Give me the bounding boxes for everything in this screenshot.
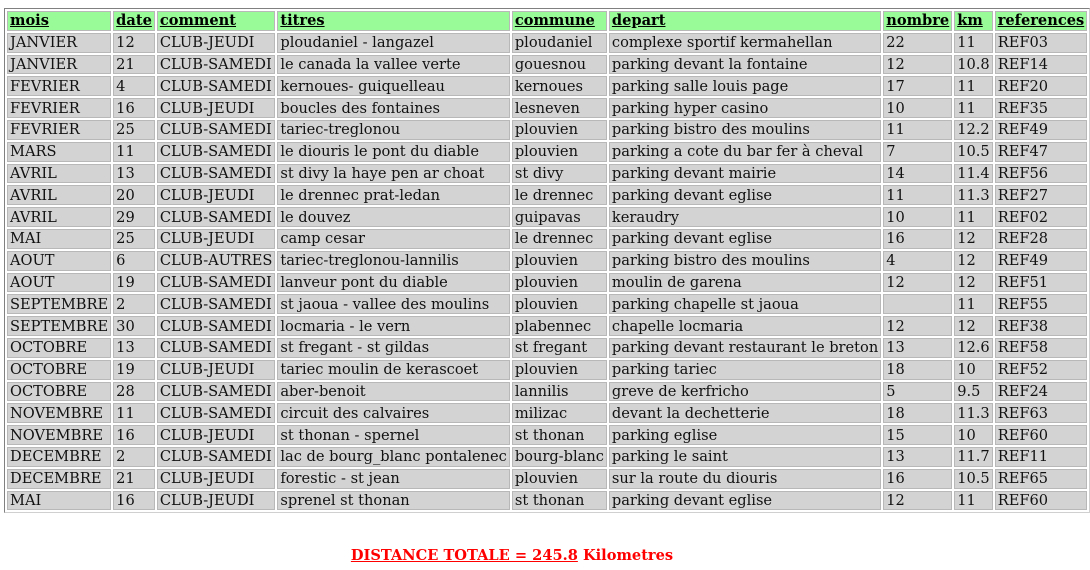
table-header-row — [7, 11, 1087, 31]
cell-depart: parking devant eglise — [609, 185, 881, 205]
cell-date: 6 — [113, 251, 155, 271]
cell-references: REF60 — [995, 425, 1088, 445]
cell-date: 4 — [113, 76, 155, 96]
cell-titres: circuit des calvaires — [277, 403, 509, 423]
column-header-commune[interactable]: commune — [512, 11, 607, 31]
cell-depart: greve de kerfricho — [609, 382, 881, 402]
cell-comment: CLUB-SAMEDI — [157, 55, 276, 75]
cell-comment: CLUB-JEUDI — [157, 229, 276, 249]
cell-depart: complexe sportif kermahellan — [609, 33, 881, 53]
cell-km: 10 — [954, 425, 993, 445]
cell-mois: AVRIL — [7, 164, 111, 184]
cell-km: 10.8 — [954, 55, 993, 75]
cell-comment: CLUB-SAMEDI — [157, 207, 276, 227]
cell-mois: NOVEMBRE — [7, 425, 111, 445]
cell-km: 11 — [954, 294, 993, 314]
cell-nombre: 13 — [883, 338, 952, 358]
cell-references: REF63 — [995, 403, 1088, 423]
cell-references: REF51 — [995, 273, 1088, 293]
table-row — [7, 76, 1087, 96]
column-header-references[interactable]: references — [995, 11, 1088, 31]
cell-titres: tariec moulin de kerascoet — [277, 360, 509, 380]
table-row — [7, 273, 1087, 293]
cell-mois: OCTOBRE — [7, 360, 111, 380]
cell-nombre: 22 — [883, 33, 952, 53]
cell-depart: parking a cote du bar fer à cheval — [609, 142, 881, 162]
cell-commune: le drennec — [512, 185, 607, 205]
cell-mois: MAI — [7, 229, 111, 249]
cell-depart: parking devant la fontaine — [609, 55, 881, 75]
cell-references: REF02 — [995, 207, 1088, 227]
cell-date: 20 — [113, 185, 155, 205]
cell-comment: CLUB-SAMEDI — [157, 142, 276, 162]
cell-comment: CLUB-JEUDI — [157, 425, 276, 445]
cell-nombre: 11 — [883, 120, 952, 140]
cell-references: REF27 — [995, 185, 1088, 205]
cell-comment: CLUB-SAMEDI — [157, 273, 276, 293]
table-row — [7, 382, 1087, 402]
cell-date: 21 — [113, 55, 155, 75]
table-row — [7, 33, 1087, 53]
cell-comment: CLUB-SAMEDI — [157, 403, 276, 423]
cell-references: REF56 — [995, 164, 1088, 184]
cell-km: 12.2 — [954, 120, 993, 140]
cell-mois: SEPTEMBRE — [7, 316, 111, 336]
cell-km: 11 — [954, 98, 993, 118]
cell-nombre: 5 — [883, 382, 952, 402]
cell-references: REF60 — [995, 491, 1088, 511]
cell-km: 11.4 — [954, 164, 993, 184]
cell-depart: parking bistro des moulins — [609, 120, 881, 140]
column-header-mois[interactable]: mois — [7, 11, 111, 31]
cell-mois: DECEMBRE — [7, 469, 111, 489]
cell-depart: keraudry — [609, 207, 881, 227]
cell-titres: le diouris le pont du diable — [277, 142, 509, 162]
table-row — [7, 120, 1087, 140]
cell-mois: JANVIER — [7, 33, 111, 53]
cell-commune: st fregant — [512, 338, 607, 358]
cell-titres: locmaria - le vern — [277, 316, 509, 336]
cell-titres: le canada la vallee verte — [277, 55, 509, 75]
cell-commune: plouvien — [512, 120, 607, 140]
cell-nombre: 12 — [883, 273, 952, 293]
column-header-comment[interactable]: comment — [157, 11, 276, 31]
cell-date: 16 — [113, 98, 155, 118]
cell-km: 10.5 — [954, 469, 993, 489]
cell-mois: FEVRIER — [7, 120, 111, 140]
cell-nombre: 18 — [883, 360, 952, 380]
table-body — [7, 33, 1087, 511]
cell-titres: st fregant - st gildas — [277, 338, 509, 358]
cell-km: 12 — [954, 316, 993, 336]
cell-references: REF14 — [995, 55, 1088, 75]
cell-date: 13 — [113, 338, 155, 358]
cell-comment: CLUB-JEUDI — [157, 185, 276, 205]
cell-date: 19 — [113, 273, 155, 293]
cell-commune: plouvien — [512, 142, 607, 162]
cell-comment: CLUB-SAMEDI — [157, 447, 276, 467]
cell-mois: AVRIL — [7, 185, 111, 205]
cell-commune: bourg-blanc — [512, 447, 607, 467]
cell-titres: lac de bourg_blanc pontalenec — [277, 447, 509, 467]
cell-depart: devant la dechetterie — [609, 403, 881, 423]
cell-depart: parking devant mairie — [609, 164, 881, 184]
cell-references: REF65 — [995, 469, 1088, 489]
cell-mois: JANVIER — [7, 55, 111, 75]
cell-references: REF58 — [995, 338, 1088, 358]
cell-commune: gouesnou — [512, 55, 607, 75]
cell-mois: DECEMBRE — [7, 447, 111, 467]
cell-commune: st thonan — [512, 491, 607, 511]
cell-titres: forestic - st jean — [277, 469, 509, 489]
cell-mois: FEVRIER — [7, 76, 111, 96]
cell-commune: plouvien — [512, 294, 607, 314]
cell-titres: camp cesar — [277, 229, 509, 249]
cell-comment: CLUB-JEUDI — [157, 98, 276, 118]
cell-depart: parking chapelle st jaoua — [609, 294, 881, 314]
cell-comment: CLUB-SAMEDI — [157, 382, 276, 402]
table-row — [7, 338, 1087, 358]
table-row — [7, 425, 1087, 445]
cell-titres: sprenel st thonan — [277, 491, 509, 511]
cell-titres: aber-benoit — [277, 382, 509, 402]
cell-date: 2 — [113, 447, 155, 467]
cell-titres: ploudaniel - langazel — [277, 33, 509, 53]
cell-mois: NOVEMBRE — [7, 403, 111, 423]
cell-km: 11 — [954, 76, 993, 96]
cell-depart: parking bistro des moulins — [609, 251, 881, 271]
cell-comment: CLUB-SAMEDI — [157, 338, 276, 358]
cell-nombre: 14 — [883, 164, 952, 184]
cell-commune: plouvien — [512, 469, 607, 489]
cell-nombre: 13 — [883, 447, 952, 467]
cell-km: 10 — [954, 360, 993, 380]
cell-date: 2 — [113, 294, 155, 314]
cell-nombre: 10 — [883, 207, 952, 227]
cell-depart: parking salle louis page — [609, 76, 881, 96]
cell-commune: st divy — [512, 164, 607, 184]
table-row — [7, 360, 1087, 380]
cell-date: 11 — [113, 142, 155, 162]
cell-comment: CLUB-SAMEDI — [157, 76, 276, 96]
cell-date: 12 — [113, 33, 155, 53]
cell-mois: OCTOBRE — [7, 338, 111, 358]
cell-titres: tariec-treglonou-lannilis — [277, 251, 509, 271]
cell-date: 11 — [113, 403, 155, 423]
column-header-date[interactable]: date — [113, 11, 155, 31]
column-header-depart[interactable]: depart — [609, 11, 881, 31]
cell-nombre: 15 — [883, 425, 952, 445]
cell-references: REF49 — [995, 120, 1088, 140]
column-header-km[interactable]: km — [954, 11, 993, 31]
cell-mois: SEPTEMBRE — [7, 294, 111, 314]
cell-titres: lanveur pont du diable — [277, 273, 509, 293]
distance-total-unit: Kilometres — [577, 547, 674, 564]
cell-date: 25 — [113, 229, 155, 249]
cell-date: 19 — [113, 360, 155, 380]
cell-depart: parking eglise — [609, 425, 881, 445]
cell-date: 28 — [113, 382, 155, 402]
column-header-nombre[interactable]: nombre — [883, 11, 952, 31]
cell-depart: parking devant eglise — [609, 229, 881, 249]
cell-depart: parking tariec — [609, 360, 881, 380]
cell-depart: parking devant eglise — [609, 491, 881, 511]
cell-commune: ploudaniel — [512, 33, 607, 53]
cell-nombre: 7 — [883, 142, 952, 162]
cell-depart: parking devant restaurant le breton — [609, 338, 881, 358]
distance-total — [0, 547, 1024, 564]
cell-titres: boucles des fontaines — [277, 98, 509, 118]
table-row — [7, 55, 1087, 75]
cell-depart: moulin de garena — [609, 273, 881, 293]
cell-date: 29 — [113, 207, 155, 227]
cell-nombre: 16 — [883, 229, 952, 249]
table-row — [7, 403, 1087, 423]
cell-references: REF11 — [995, 447, 1088, 467]
cell-km: 11 — [954, 491, 993, 511]
cell-references: REF20 — [995, 76, 1088, 96]
cell-references: REF38 — [995, 316, 1088, 336]
table-row — [7, 469, 1087, 489]
cell-km: 12 — [954, 229, 993, 249]
cell-km: 12 — [954, 251, 993, 271]
cell-commune: lannilis — [512, 382, 607, 402]
cell-date: 16 — [113, 491, 155, 511]
cell-references: REF49 — [995, 251, 1088, 271]
cell-commune: lesneven — [512, 98, 607, 118]
cell-commune: st thonan — [512, 425, 607, 445]
cell-comment: CLUB-JEUDI — [157, 33, 276, 53]
table-row — [7, 229, 1087, 249]
distance-total-link[interactable]: DISTANCE TOTALE = 245.8 — [350, 547, 578, 564]
cell-mois: MAI — [7, 491, 111, 511]
cell-titres: le drennec prat-ledan — [277, 185, 509, 205]
cell-nombre: 12 — [883, 55, 952, 75]
cell-mois: OCTOBRE — [7, 382, 111, 402]
cell-commune: plouvien — [512, 273, 607, 293]
cell-references: REF28 — [995, 229, 1088, 249]
table-row — [7, 447, 1087, 467]
cell-titres: tariec-treglonou — [277, 120, 509, 140]
cell-mois: MARS — [7, 142, 111, 162]
cell-date: 30 — [113, 316, 155, 336]
cell-commune: le drennec — [512, 229, 607, 249]
cell-nombre: 10 — [883, 98, 952, 118]
cell-date: 13 — [113, 164, 155, 184]
cell-references: REF47 — [995, 142, 1088, 162]
table-row — [7, 142, 1087, 162]
cell-km: 10.5 — [954, 142, 993, 162]
cell-references: REF03 — [995, 33, 1088, 53]
cell-km: 11.3 — [954, 403, 993, 423]
table-row — [7, 185, 1087, 205]
table-row — [7, 294, 1087, 314]
cell-km: 9.5 — [954, 382, 993, 402]
cell-nombre: 4 — [883, 251, 952, 271]
cell-nombre — [883, 294, 952, 314]
cell-commune: plouvien — [512, 251, 607, 271]
cell-references: REF35 — [995, 98, 1088, 118]
table-row — [7, 316, 1087, 336]
cell-mois: AVRIL — [7, 207, 111, 227]
cell-comment: CLUB-JEUDI — [157, 469, 276, 489]
cell-comment: CLUB-SAMEDI — [157, 294, 276, 314]
randonnees-table — [4, 8, 1090, 513]
cell-mois: FEVRIER — [7, 98, 111, 118]
table-row — [7, 251, 1087, 271]
cell-depart: parking hyper casino — [609, 98, 881, 118]
table-row — [7, 98, 1087, 118]
cell-commune: milizac — [512, 403, 607, 423]
cell-nombre: 12 — [883, 316, 952, 336]
cell-comment: CLUB-AUTRES — [157, 251, 276, 271]
cell-km: 12.6 — [954, 338, 993, 358]
table-row — [7, 164, 1087, 184]
cell-titres: kernoues- guiquelleau — [277, 76, 509, 96]
cell-km: 12 — [954, 273, 993, 293]
table-row — [7, 491, 1087, 511]
cell-nombre: 11 — [883, 185, 952, 205]
column-header-titres[interactable]: titres — [277, 11, 509, 31]
cell-nombre: 16 — [883, 469, 952, 489]
cell-depart: chapelle locmaria — [609, 316, 881, 336]
cell-depart: parking le saint — [609, 447, 881, 467]
cell-depart: sur la route du diouris — [609, 469, 881, 489]
cell-km: 11 — [954, 207, 993, 227]
cell-km: 11.3 — [954, 185, 993, 205]
cell-nombre: 18 — [883, 403, 952, 423]
cell-mois: AOUT — [7, 251, 111, 271]
cell-date: 25 — [113, 120, 155, 140]
cell-titres: st thonan - spernel — [277, 425, 509, 445]
cell-titres: le douvez — [277, 207, 509, 227]
cell-commune: plabennec — [512, 316, 607, 336]
cell-references: REF24 — [995, 382, 1088, 402]
cell-comment: CLUB-SAMEDI — [157, 164, 276, 184]
cell-references: REF52 — [995, 360, 1088, 380]
cell-mois: AOUT — [7, 273, 111, 293]
cell-nombre: 17 — [883, 76, 952, 96]
cell-titres: st jaoua - vallee des moulins — [277, 294, 509, 314]
cell-commune: plouvien — [512, 360, 607, 380]
cell-date: 21 — [113, 469, 155, 489]
cell-comment: CLUB-SAMEDI — [157, 120, 276, 140]
cell-km: 11 — [954, 33, 993, 53]
cell-titres: st divy la haye pen ar choat — [277, 164, 509, 184]
table-row — [7, 207, 1087, 227]
cell-km: 11.7 — [954, 447, 993, 467]
cell-commune: kernoues — [512, 76, 607, 96]
cell-commune: guipavas — [512, 207, 607, 227]
randonnees-table-container — [4, 8, 1090, 513]
cell-date: 16 — [113, 425, 155, 445]
cell-comment: CLUB-SAMEDI — [157, 316, 276, 336]
cell-references: REF55 — [995, 294, 1088, 314]
cell-nombre: 12 — [883, 491, 952, 511]
cell-comment: CLUB-JEUDI — [157, 360, 276, 380]
cell-comment: CLUB-JEUDI — [157, 491, 276, 511]
